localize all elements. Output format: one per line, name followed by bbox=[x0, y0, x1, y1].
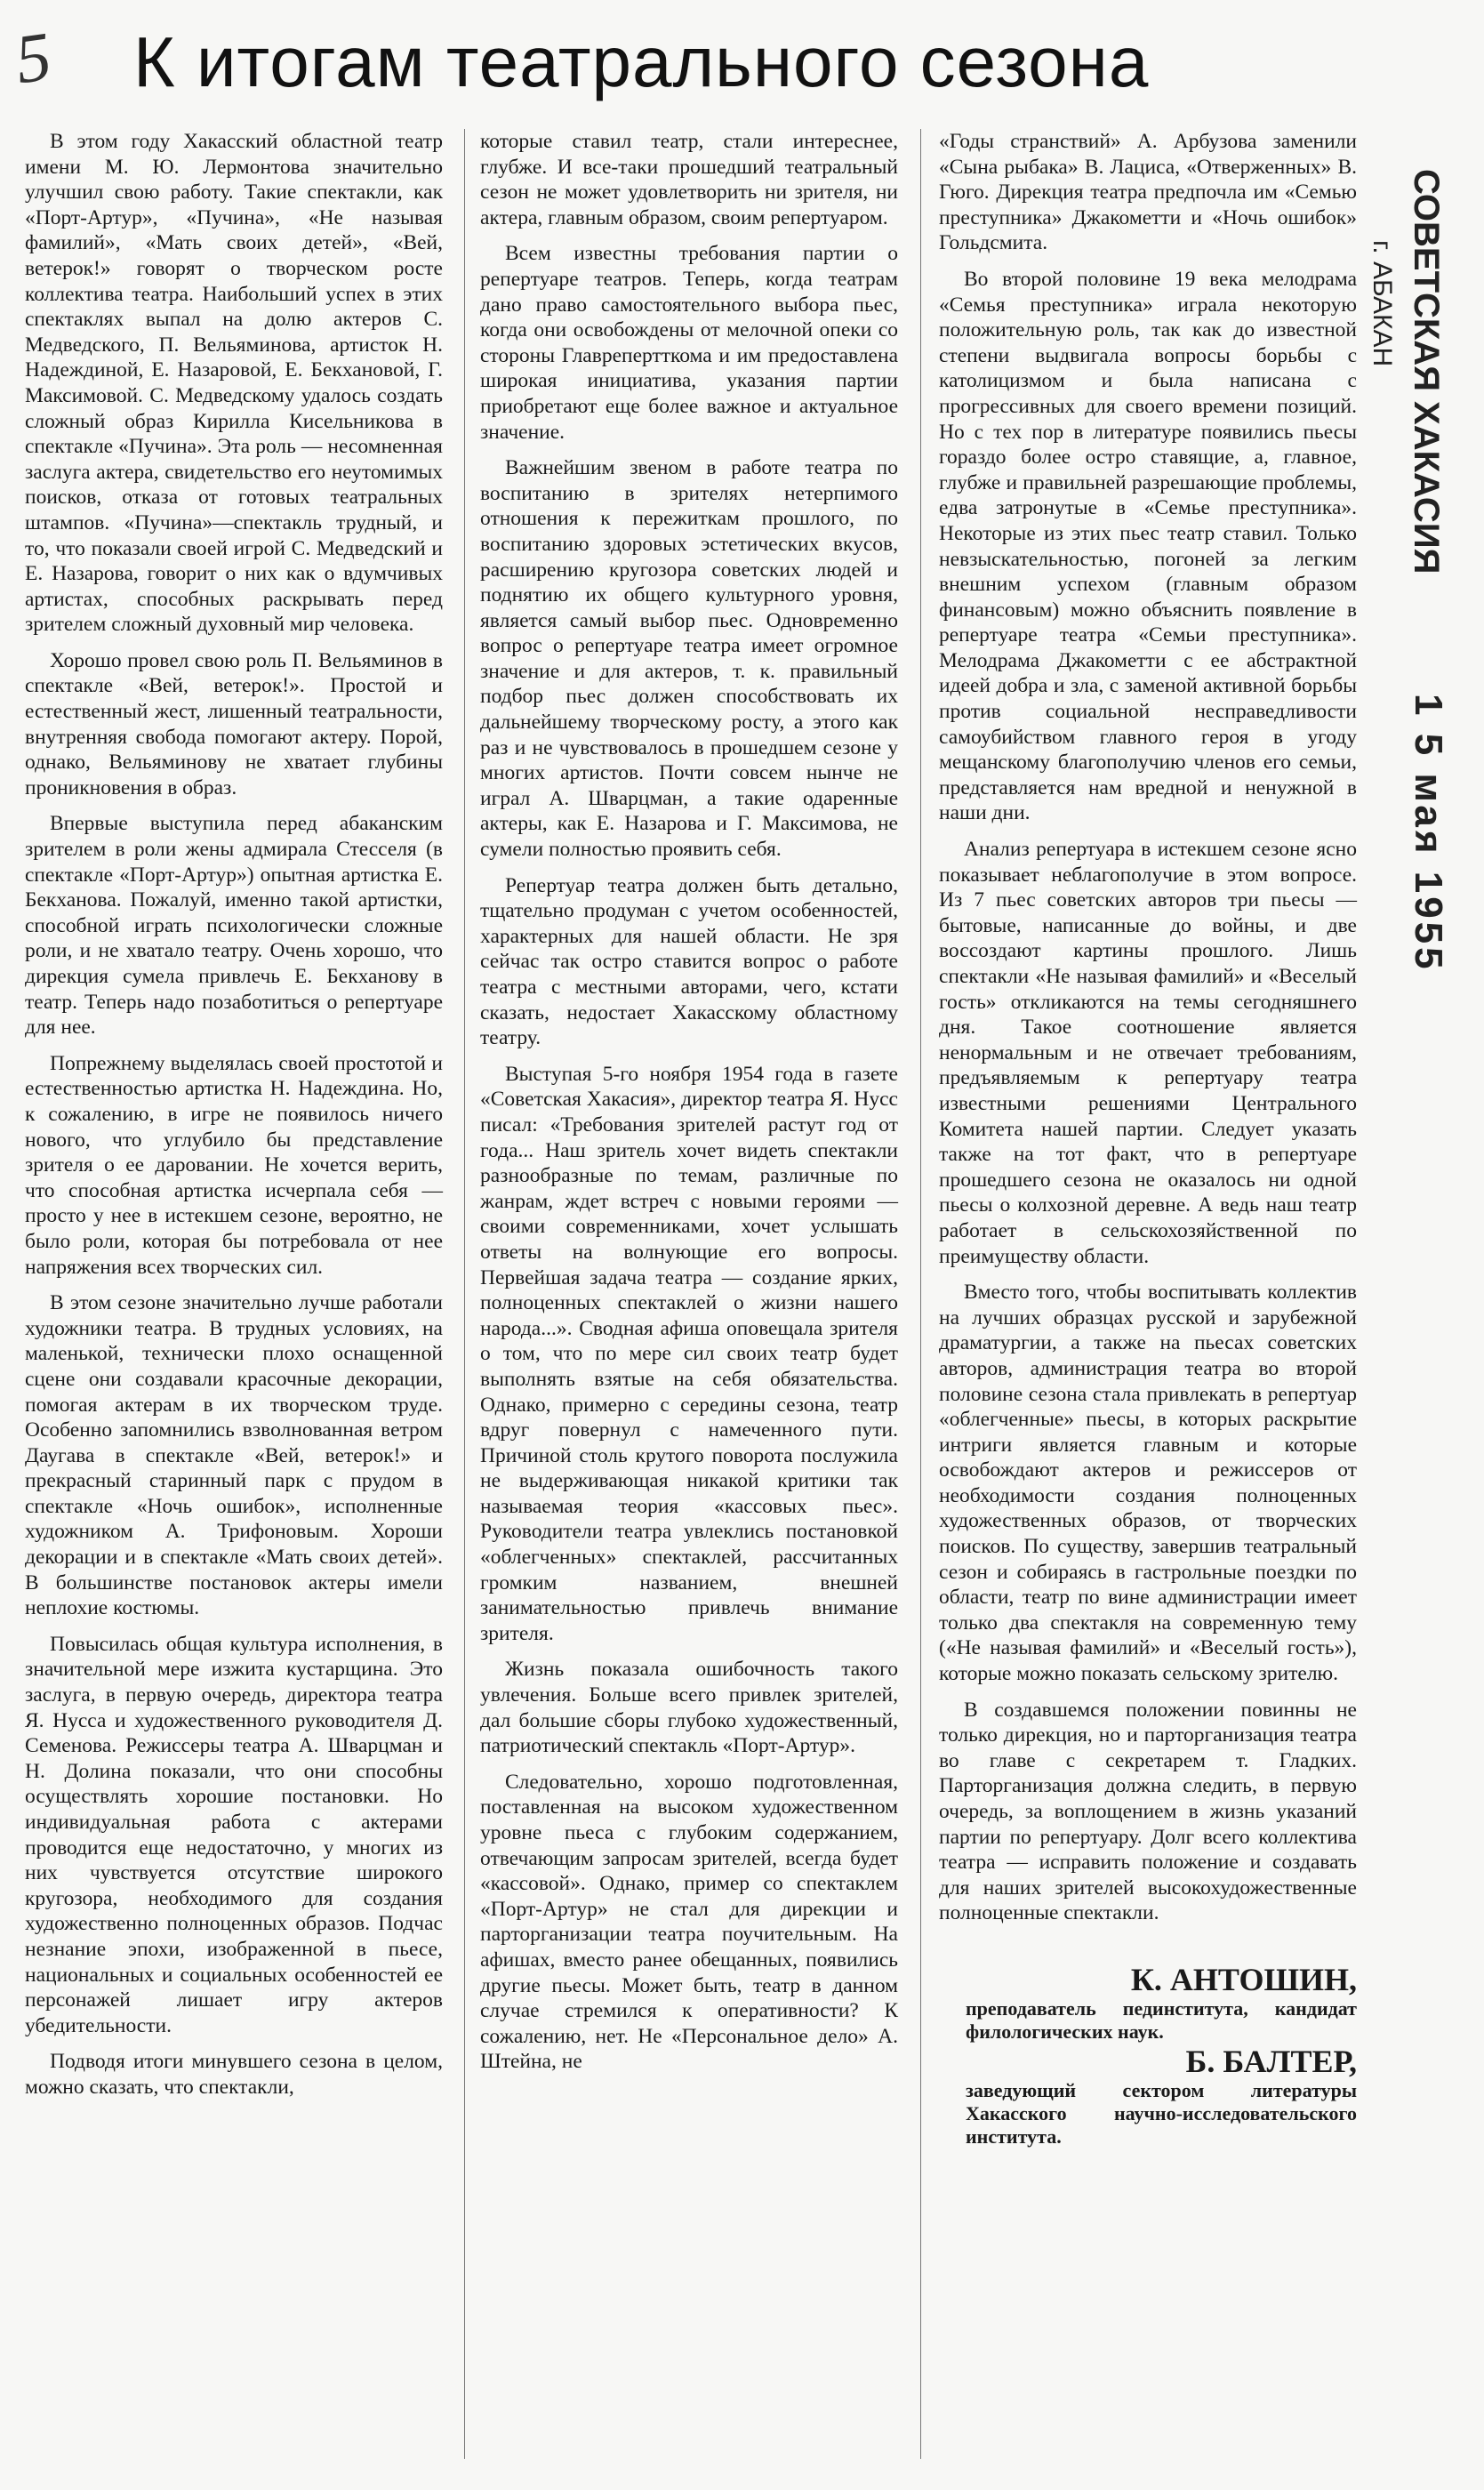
article-column-1 bbox=[25, 129, 443, 2111]
paragraph: «Годы странствий» А. Арбузова заменили «Сына рыбака» В. Лациса, «Отверженных» В. Гюго. Дирекция театра предпочла им «Семью преступника» Джакометти и «Ночь ошибок» Гольдсмита. bbox=[939, 130, 1357, 255]
city-stamp: г. АБАКАН bbox=[1368, 240, 1397, 367]
paragraph: Жизнь показала ошибочность такого увлечения. Больше всего привлек зрителей, дал большие сборы глубоко художественный, патриотический спектакль «Порт-Артур». bbox=[480, 1658, 898, 1758]
paragraph: Выступая 5-го ноября 1954 года в газете «Советская Хакасия», директор театра Я. Нусс писал: «Требования зрителей растут год от года... Наш зритель хочет видеть спектакли разнообразные по темам, различные по жанрам, ждет встреч с новыми героями — своими современниками, хочет услышать ответы на волнующие его вопросы. Первейшая задача театра — создание ярких, полноценных спектаклей о жизни нашего народа...». Сводная афиша оповещала зрителя о том, что по мере сил своих театр будет выполнять взятые на себя обязательства. Однако, примерно с середины сезона, театр вдруг повернул с намеченного пути. Причиной столь крутого поворота послужила не выдерживающая никакой критики так называемая теория «кассовых пьес». Руководители театра увлеклись постановкой «облегченных» спектаклей, рассчитанных громким названием, внешней занимательностью привлечь внимание зрителя. bbox=[480, 1062, 898, 1645]
paragraph: В этом сезоне значительно лучше работали художники театра. В трудных условиях, на маленькой, технически плохо оснащенной сцене они создавали красочные декорации, помогая актерам в их творческом труде. Особенно запомнились взволнованная ветром Даугава в спектакле «Вей, ветерок!» и прекрасный старинный парк с прудом в спектакле «Ночь ошибок», исполненные художником А. Трифоновым. Хороши декорации и в спектакле «Мать своих детей». В большинстве постановок актеры имели неплохие костюмы. bbox=[25, 1291, 443, 1620]
paragraph: Подводя итоги минувшего сезона в целом, можно сказать, что спектакли, bbox=[25, 2050, 443, 2099]
paragraph: Анализ репертуара в истекшем сезоне ясно показывает неблагополучие в этом вопросе. Из 7 пьес советских авторов три пьесы — бытовые, написанные до войны, и две воссоздают картины прошлого. Лишь спектакли «Не называя фамилий» и «Веселый гость» откликаются на темы сегодняшнего дня. Такое соотношение является ненормальным и не отвечает требованиям, предъявляемым к репертуару театра известными решениями Центрального Комитета нашей партии. Следует указать также на тот факт, что в репертуаре прошедшего сезона не оказалось ни одной пьесы о колхозной деревне. А ведь наш театр работает в сельскохозяйственной по преимуществу области. bbox=[939, 838, 1357, 1268]
paragraph: В этом году Хакасский областной театр имени М. Ю. Лермонтова значительно улучшил свою работу. Такие спектакли, как «Порт-Артур», «Пучина», «Не называя фамилий», «Мать своих детей», «Вей, ветерок!» говорят о творческом росте коллектива театра. Наибольший успех в этих спектаклях выпал на долю актеров С. Медведского, П. Вельяминова, артисток Н. Надеждиной, Е. Назаровой, Е. Бекхановой, Г. Максимовой. С. Медведскому удалось создать сложный образ Кирилла Кисельникова в спектакле «Пучина». Эта роль — несомненная заслуга актера, свидетельство его неутомимых поисков, отказа от готовых театральных штампов. «Пучина»—спектакль трудный, и то, что показали своей игрой С. Медведский и Е. Назарова, говорит о них как о вдумчивых артистах, способных раскрывать перед зрителем сложный духовный мир человека. bbox=[25, 130, 443, 637]
column-divider bbox=[920, 129, 921, 2459]
paragraph: Всем известны требования партии о репертуаре театров. Теперь, когда театрам дано право самостоятельного выбора пьес, когда они освобождены от мелочной опеки со стороны Главрепертткома и им предоставлена широкая инициатива, указания партии приобретают еще более важное и актуальное значение. bbox=[480, 242, 898, 444]
paragraph: Повысилась общая культура исполнения, в значительной мере изжита кустарщина. Это заслуга, в первую очередь, директора театра Я. Нусса и художественного руководителя Д. Семенова. Режиссеры театра А. Шварцман и Н. Долина показали, что они способны осуществлять хорошие постановки. Но индивидуальная работа с актерами проводится еще недостаточно, у многих из них чувствуется отсутствие широкого кругозора, необходимого для создания художественно полноценных образов. Подчас незнание эпохи, изображенной в пьесе, национальных и социальных особенностей ее персонажей лишает игру актеров убедительности. bbox=[25, 1632, 443, 2037]
newspaper-masthead-stamp: СОВЕТСКАЯ ХАКАСИЯ bbox=[1407, 169, 1446, 574]
author-name: Б. БАЛТЕР, bbox=[1185, 2043, 1357, 2079]
article-column-3 bbox=[939, 129, 1357, 2149]
article-column-2 bbox=[480, 129, 898, 2085]
author-role: заведующий сектором литературы Хакасского научно-исследовательского института. bbox=[966, 2078, 1357, 2148]
date-stamp: 1 5 мая 1955 bbox=[1407, 694, 1450, 973]
paragraph: Впервые выступила перед абаканским зрителем в роли жены адмирала Стесселя (в спектакле «Порт-Артур») опытная артистка Е. Бекханова. Пожалуй, именно такой артистки, способной играть психологически сложные роли, и не хватало театру. Очень хорошо, что дирекция сумела привлечь Е. Бекханову в театр. Теперь надо позаботиться о репертуаре для нее. bbox=[25, 812, 443, 1040]
paragraph: Вместо того, чтобы воспитывать коллектив на лучших образцах русской и зарубежной драматургии, а также на пьесах советских авторов, администрация театра во второй половине сезона стала привлекать в репертуар «облегченные» пьесы, в которых раскрытие интриги является главным и которые освобождают актеров и режиссеров от необходимости создания полноценных художественных образов, от творческих поисков. По существу, завершив театральный сезон и собираясь в гастрольные поездки по области, театр по вине администрации имеет только два спектакля на современную тему («Не называя фамилий» и «Веселый гость»), которые можно показать сельскому зрителю. bbox=[939, 1281, 1357, 1686]
signatures bbox=[939, 1962, 1357, 2149]
handwritten-page-number: 5 bbox=[11, 16, 56, 99]
paragraph: Репертуар театра должен быть детально, тщательно продуман с учетом особенностей, характерных для нашей области. Не зря сейчас так остро ставится вопрос о работе театра с местными авторами, чего, кстати сказать, недостает Хакасскому областному театру. bbox=[480, 873, 898, 1050]
author-role: преподаватель пединститута, кандидат филологических наук. bbox=[966, 1996, 1357, 2043]
article-title: К итогам театрального сезона bbox=[133, 22, 1150, 101]
column-divider bbox=[464, 129, 465, 2459]
paragraph: Во второй половине 19 века мелодрама «Семья преступника» играла некоторую положительную роль, так как до известной степени выдвигала вопросы борьбы с католицизмом и была написана с прогрессивных для своего времени позиций. Но с тех пор в литературе появились пьесы гораздо более остро ставящие, а, главное, глубже и правильней разрешающие проблемы, едва затронутые в «Семье преступника». Некоторые из этих пьес театр ставил. Только невзыскательностью, погоней за легким внешним успехом (главным образом финансовым) можно объяснить появление в репертуаре театра «Семьи преступника». Мелодрама Джакометти с ее абстрактной идеей добра и зла, с заменой активной борьбы против социальной несправедливости самоубийством главного героя в угоду мещанскому благополучию членов его семьи, представляется нам вредной и ненужной в наши дни. bbox=[939, 267, 1357, 825]
paragraph: Попрежнему выделялась своей простотой и естественностью артистка Н. Надеждина. Но, к сожалению, в игре не появилось ничего нового, что углубило бы представление зрителя о ее даровании. Не хочется верить, что способная артистка исчерпала себя — просто у нее в истекшем сезоне, вероятно, не было роли, которая бы потребовала от нее напряжения всех творческих сил. bbox=[25, 1051, 443, 1279]
paragraph: Важнейшим звеном в работе театра по воспитанию в зрителях нетерпимого отношения к пережиткам прошлого, по воспитанию здоровых эстетических вкусов, расширению кругозора советских людей и поднятию их общего культурного уровня, является самый выбор пьес. Одновременно вопрос о репертуаре театра имеет огромное значение и для актеров, т. к. правильный подбор пьес должен способствовать их дальнейшему творческому росту, а этого как раз и не чувствовалось в прошедшем сезоне у многих артистов. Почти совсем нынче не играл А. Шварцман, а такие одаренные актеры, как Е. Назарова и Г. Максимова, не сумели полностью проявить себя. bbox=[480, 456, 898, 862]
paragraph: В создавшемся положении повинны не только дирекция, но и парторганизация театра во главе с секретарем т. Гладких. Парторганизация должна следить, в первую очередь, за воплощением в жизнь указаний партии по репертуару. Долг всего коллектива театра — исправить положение и создавать для наших зрителей высокохудожественные полноценные спектакли. bbox=[939, 1698, 1357, 1925]
paragraph: которые ставил театр, стали интереснее, глубже. И все-таки прошедший театральный сезон не может удовлетворить ни зрителя, ни актера, главным образом, своим репертуаром. bbox=[480, 130, 898, 229]
author-name: К. АНТОШИН, bbox=[1130, 1961, 1357, 1997]
paragraph: Хорошо провел свою роль П. Вельяминов в спектакле «Вей, ветерок!». Простой и естественный жест, лишенный театральности, внутренняя свобода помогают актеру. Порой, однако, Вельяминову не хватает глубины проникновения в образ. bbox=[25, 648, 443, 799]
paragraph: Следовательно, хорошо подготовленная, поставленная на высоком художественном уровне пьеса с глубоким содержанием, отвечающим запросам зрителей, всегда будет «кассовой». Однако, пример со спектаклем «Порт-Артур» не стал для дирекции и парторганизации театра поучительным. На афишах, вместо ранее обещанных, появились другие пьесы. Может быть, театр в данном случае стремился к оперативности? К сожалению, нет. Не «Персональное дело» А. Штейна, не bbox=[480, 1770, 898, 2074]
